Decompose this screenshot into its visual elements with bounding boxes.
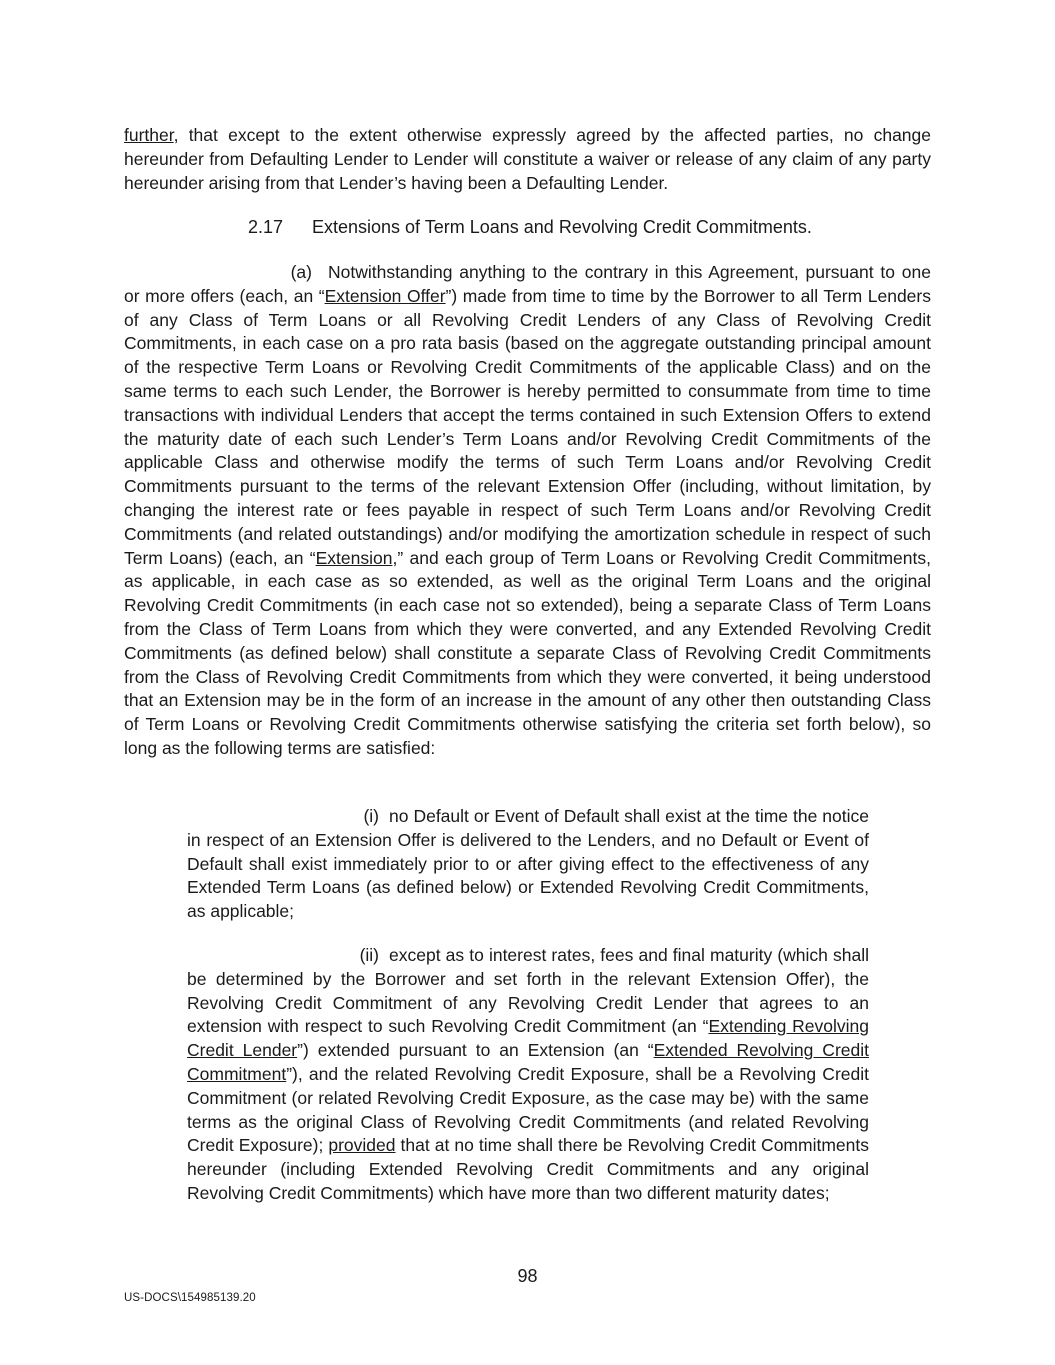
page-number: 98 — [517, 1266, 538, 1286]
defined-term-extension: Extension — [315, 547, 393, 568]
paragraph-continuation — [124, 124, 931, 195]
section-heading — [248, 216, 812, 240]
clause-ii-text-3: ”), and the related Revolving Credit Exposure, shall be a Revolving Credit Commitment (or related Revolving Credit Exposure, as the case may be) with the same terms as the original Class of Revolving Credit Commitments (and related Revolving Credit Exposure); — [187, 1063, 869, 1156]
clause-ii-label: (ii) — [359, 945, 379, 965]
defined-term-extended-revolving-credit-commitment: Extended Revolving Credit Commitment — [187, 1040, 869, 1084]
further-term: further — [124, 125, 174, 145]
document-id: US-DOCS\154985139.20 — [124, 1292, 256, 1304]
paragraph-a-text-3: ,” and each group of Term Loans or Revolving Credit Commitments, as applicable, in each case as so extended, as well as the original Term Loans and the original Revolving Credit Commitments (in each case not so extended), being a separate Class of Term Loans from the Class of Term Loans from which they were converted, and any Extended Revolving Credit Commitments (as defined below) shall constitute a separate Class of Revolving Credit Commitments from the Class of Revolving Credit Commitments from which they were converted, it being understood that an Extension may be in the form of an increase in the amount of any other then outstanding Class of Term Loans or Revolving Credit Commitments otherwise satisfying the criteria set forth below), so long as the following terms are satisfied: — [124, 547, 931, 758]
paragraph-continuation-text: , that except to the extent otherwise expressly agreed by the affected parties, no change hereunder from Defaulting Lender to Lender will constitute a waiver or release of any claim of any party hereunder arising from that Lender’s having been a Defaulting Lender. — [124, 125, 931, 193]
clause-i-label: (i) — [363, 806, 379, 826]
clause-i-text: no Default or Event of Default shall exist at the time the notice in respect of an Extension Offer is delivered to the Lenders, and no Default or Event of Default shall exist immediately prior to or after giving effect to the effectiveness of any Extended Term Loans (as defined below) or Extended Revolving Credit Commitments, as applicable; — [187, 806, 869, 922]
clause-ii-text-4: that at no time shall there be Revolving Credit Commitments hereunder (including Extended Revolving Credit Commitments and any original Revolving Credit Commitments) which have more than two different maturity dates; — [187, 1135, 869, 1203]
paragraph-a-label: (a) — [290, 262, 312, 282]
defined-term-extending-revolving-credit-lender: Extending Revolving Credit Lender — [187, 1016, 869, 1061]
clause-i — [187, 805, 869, 924]
paragraph-a-text-2: ”) made from time to time by the Borrower to all Term Lenders of any Class of Term Loans or all Revolving Credit Lenders of any Class of Revolving Credit Commitments, in each case on a pro rata basis (based on the aggregate outstanding principal amount of the respective Term Loans or Revolving Credit Commitments of the applicable Class) and on the same terms to each such Lender, the Borrower is hereby permitted to consummate from time to time transactions with individual Lenders that accept the terms contained in such Extension Offers to extend the maturity date of each such Lender’s Term Loans and/or Revolving Credit Commitments of the applicable Class and otherwise modify the terms of such Term Loans and/or Revolving Credit Commitments pursuant to the terms of the relevant Extension Offer (including, without limitation, by changing the interest rate or fees payable in respect of such Term Loans and/or Revolving Credit Commitments (and related outstandings) and/or modifying the amortization schedule in respect of such Term Loans) (each, an “ — [124, 285, 931, 568]
section-title: Extensions of Term Loans and Revolving Credit Commitments. — [312, 217, 812, 237]
clause-ii-text-2: ”) extended pursuant to an Extension (an “ — [297, 1040, 654, 1061]
section-number: 2.17 — [248, 217, 284, 237]
clause-ii — [187, 944, 869, 1206]
paragraph-a — [124, 261, 931, 761]
clause-ii-text-1: except as to interest rates, fees and final maturity (which shall be determined by the Borrower and set forth in the relevant Extension Offer), the Revolving Credit Commitment of any Revolving Credit Lender that agrees to an extension with respect to such Revolving Credit Commitment (an “ — [187, 945, 869, 1037]
paragraph-a-text-1: Notwithstanding anything to the contrary in this Agreement, pursuant to one or more offers (each, an “ — [124, 262, 931, 306]
defined-term-extension-offer: Extension Offer — [324, 285, 446, 306]
provided-term: provided — [328, 1135, 396, 1156]
